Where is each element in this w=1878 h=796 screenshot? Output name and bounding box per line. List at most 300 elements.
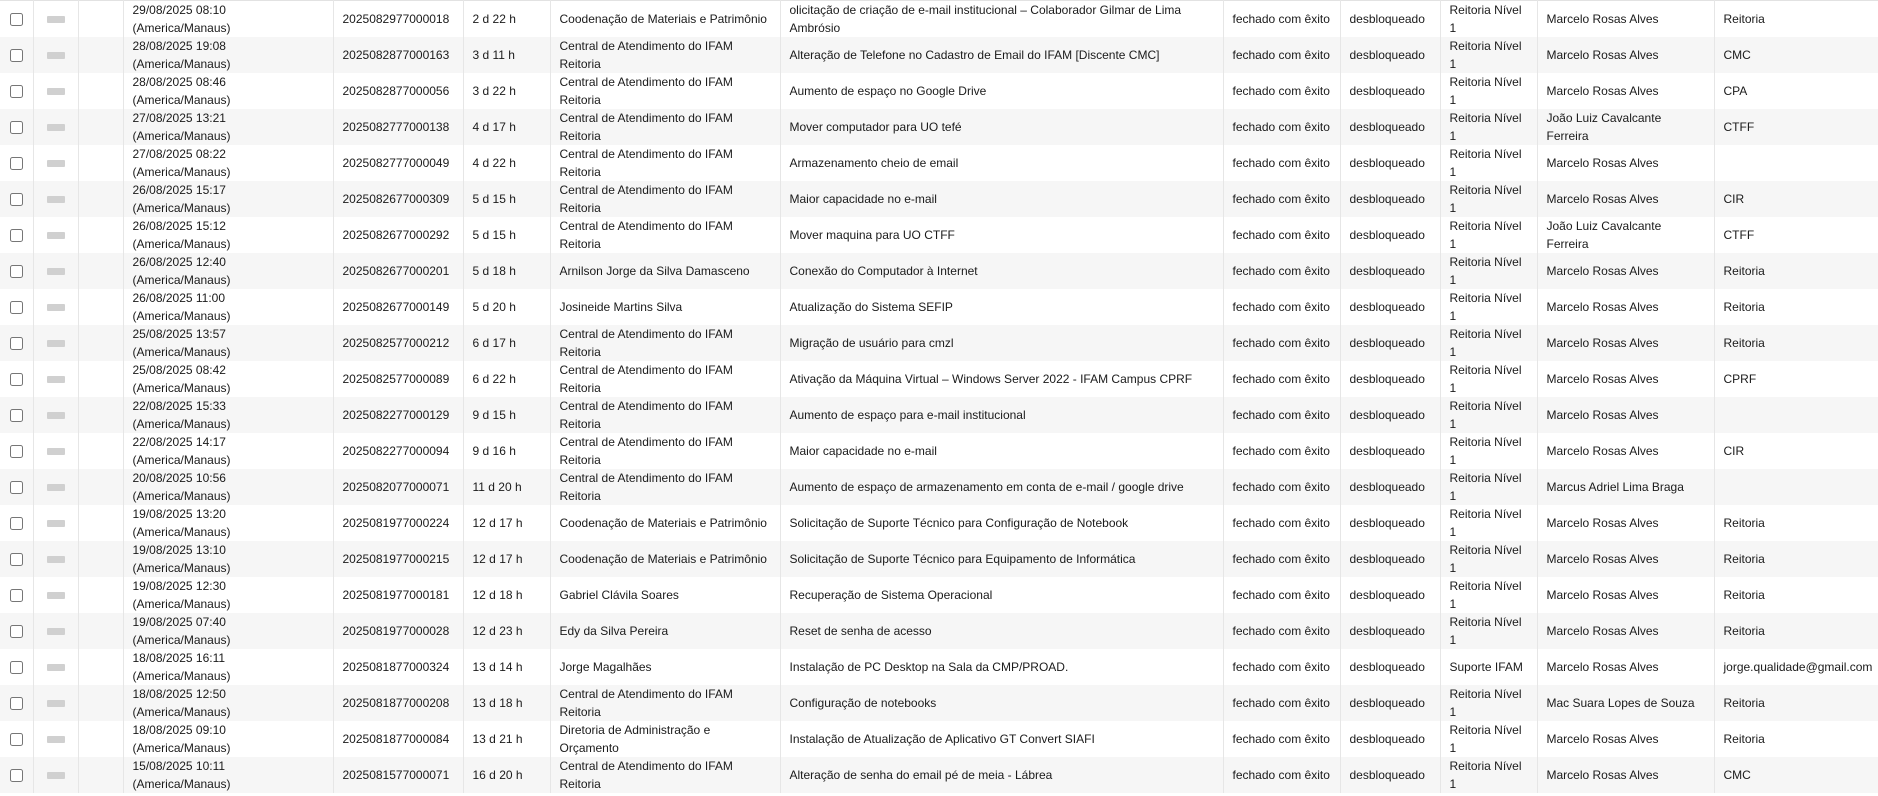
priority-cell (33, 73, 78, 109)
ticket-title[interactable]: Solicitação de Suporte Técnico para Configuração de Notebook (780, 505, 1223, 541)
ticket-lock: desbloqueado (1340, 397, 1440, 433)
priority-indicator (47, 232, 65, 239)
table-row[interactable] (0, 145, 1878, 181)
ticket-lock: desbloqueado (1340, 1, 1440, 38)
ticket-age: 5 d 20 h (463, 289, 550, 325)
created-cell (123, 361, 333, 397)
ticket-sender: Central de Atendimento do IFAM Reitoria (550, 217, 780, 253)
ticket-queue: Reitoria Nível 1 (1440, 757, 1537, 793)
row-checkbox-cell[interactable] (0, 577, 33, 613)
ticket-number[interactable]: 2025082677000309 (333, 181, 463, 217)
ticket-age: 5 d 15 h (463, 181, 550, 217)
row-checkbox[interactable] (10, 193, 23, 206)
timezone: (America/Manaus) (132, 201, 231, 215)
ticket-queue: Reitoria Nível 1 (1440, 37, 1537, 73)
ticket-number[interactable]: 2025081877000084 (333, 721, 463, 757)
ticket-state: fechado com êxito (1223, 541, 1340, 577)
ticket-customer: Reitoria (1714, 325, 1878, 361)
created-cell (123, 685, 333, 721)
ticket-lock: desbloqueado (1340, 685, 1440, 721)
ticket-owner: Marcelo Rosas Alves (1537, 433, 1714, 469)
ticket-title[interactable]: Aumento de espaço para e-mail institucional (780, 397, 1223, 433)
priority-cell (33, 757, 78, 793)
table-row[interactable] (0, 325, 1878, 361)
ticket-age: 9 d 15 h (463, 397, 550, 433)
ticket-queue: Reitoria Nível 1 (1440, 541, 1537, 577)
row-checkbox-cell[interactable] (0, 721, 33, 757)
ticket-customer: CPA (1714, 73, 1878, 109)
table-row[interactable] (0, 757, 1878, 793)
ticket-title[interactable]: Armazenamento cheio de email (780, 145, 1223, 181)
ticket-customer: CTFF (1714, 217, 1878, 253)
ticket-number[interactable]: 2025081877000208 (333, 685, 463, 721)
flag-cell (78, 613, 123, 649)
flag-cell (78, 433, 123, 469)
created-datetime: 26/08/2025 12:40 (132, 255, 226, 269)
flag-cell (78, 757, 123, 793)
priority-cell (33, 577, 78, 613)
row-checkbox-cell[interactable] (0, 433, 33, 469)
ticket-lock: desbloqueado (1340, 721, 1440, 757)
ticket-title[interactable]: Reset de senha de acesso (780, 613, 1223, 649)
ticket-number[interactable]: 2025082277000094 (333, 433, 463, 469)
table-row[interactable] (0, 109, 1878, 145)
row-checkbox-cell[interactable] (0, 757, 33, 793)
row-checkbox-cell[interactable] (0, 469, 33, 505)
ticket-title[interactable]: Aumento de espaço no Google Drive (780, 73, 1223, 109)
ticket-state: fechado com êxito (1223, 37, 1340, 73)
priority-cell (33, 289, 78, 325)
ticket-owner: Marcelo Rosas Alves (1537, 541, 1714, 577)
row-checkbox[interactable] (10, 661, 23, 674)
ticket-state: fechado com êxito (1223, 577, 1340, 613)
created-cell (123, 577, 333, 613)
created-datetime: 15/08/2025 10:11 (132, 759, 226, 773)
flag-cell (78, 685, 123, 721)
ticket-title[interactable]: Alteração de Telefone no Cadastro de Email do IFAM [Discente CMC] (780, 37, 1223, 73)
priority-cell (33, 37, 78, 73)
priority-cell (33, 721, 78, 757)
table-row[interactable] (0, 1, 1878, 38)
timezone: (America/Manaus) (132, 309, 231, 323)
ticket-queue: Reitoria Nível 1 (1440, 469, 1537, 505)
ticket-title[interactable]: Instalação de Atualização de Aplicativo GT Convert SIAFI (780, 721, 1223, 757)
row-checkbox[interactable] (10, 229, 23, 242)
row-checkbox[interactable] (10, 121, 23, 134)
ticket-sender: Central de Atendimento do IFAM Reitoria (550, 361, 780, 397)
ticket-owner: João Luiz Cavalcante Ferreira (1537, 217, 1714, 253)
row-checkbox-cell[interactable] (0, 37, 33, 73)
created-datetime: 27/08/2025 08:22 (132, 147, 226, 161)
ticket-queue: Reitoria Nível 1 (1440, 613, 1537, 649)
row-checkbox[interactable] (10, 409, 23, 422)
ticket-lock: desbloqueado (1340, 361, 1440, 397)
created-cell (123, 325, 333, 361)
ticket-age: 3 d 22 h (463, 73, 550, 109)
ticket-customer: Reitoria (1714, 541, 1878, 577)
flag-cell (78, 253, 123, 289)
ticket-number[interactable]: 2025081877000324 (333, 649, 463, 685)
row-checkbox[interactable] (10, 265, 23, 278)
timezone: (America/Manaus) (132, 237, 231, 251)
ticket-number[interactable]: 2025082677000149 (333, 289, 463, 325)
ticket-lock: desbloqueado (1340, 757, 1440, 793)
created-cell (123, 757, 333, 793)
ticket-state: fechado com êxito (1223, 145, 1340, 181)
row-checkbox[interactable] (10, 13, 23, 26)
priority-cell (33, 253, 78, 289)
ticket-customer: Reitoria (1714, 505, 1878, 541)
table-row[interactable] (0, 181, 1878, 217)
ticket-number[interactable]: 2025082977000018 (333, 1, 463, 38)
row-checkbox[interactable] (10, 697, 23, 710)
table-row[interactable] (0, 505, 1878, 541)
timezone: (America/Manaus) (132, 489, 231, 503)
ticket-list (0, 1, 1878, 794)
ticket-sender: Arnilson Jorge da Silva Damasceno (550, 253, 780, 289)
row-checkbox-cell[interactable] (0, 613, 33, 649)
created-datetime: 26/08/2025 15:17 (132, 183, 226, 197)
ticket-title[interactable]: Alteração de senha do email pé de meia - Lábrea (780, 757, 1223, 793)
created-datetime: 19/08/2025 13:20 (132, 507, 226, 521)
ticket-sender: Diretoria de Administração e Orçamento (550, 721, 780, 757)
ticket-lock: desbloqueado (1340, 37, 1440, 73)
created-cell (123, 217, 333, 253)
timezone: (America/Manaus) (132, 669, 231, 683)
table-row[interactable] (0, 577, 1878, 613)
row-checkbox-cell[interactable] (0, 541, 33, 577)
row-checkbox-cell[interactable] (0, 217, 33, 253)
ticket-customer (1714, 145, 1878, 181)
ticket-owner: João Luiz Cavalcante Ferreira (1537, 109, 1714, 145)
ticket-owner: Marcelo Rosas Alves (1537, 649, 1714, 685)
ticket-state: fechado com êxito (1223, 181, 1340, 217)
ticket-title[interactable]: Recuperação de Sistema Operacional (780, 577, 1223, 613)
row-checkbox-cell[interactable] (0, 685, 33, 721)
created-cell (123, 721, 333, 757)
created-cell (123, 109, 333, 145)
priority-indicator (47, 520, 65, 527)
ticket-title[interactable]: Conexão do Computador à Internet (780, 253, 1223, 289)
ticket-age: 2 d 22 h (463, 1, 550, 38)
ticket-sender: Josineide Martins Silva (550, 289, 780, 325)
ticket-title[interactable]: olicitação de criação de e-mail institucional – Colaborador Gilmar de Lima Ambrósio (780, 1, 1223, 38)
ticket-customer: CIR (1714, 181, 1878, 217)
ticket-state: fechado com êxito (1223, 721, 1340, 757)
created-cell (123, 181, 333, 217)
priority-indicator (47, 304, 65, 311)
row-checkbox[interactable] (10, 157, 23, 170)
row-checkbox-cell[interactable] (0, 181, 33, 217)
row-checkbox-cell[interactable] (0, 649, 33, 685)
ticket-lock: desbloqueado (1340, 577, 1440, 613)
row-checkbox[interactable] (10, 589, 23, 602)
ticket-title[interactable]: Maior capacidade no e-mail (780, 181, 1223, 217)
flag-cell (78, 37, 123, 73)
row-checkbox[interactable] (10, 337, 23, 350)
ticket-number[interactable]: 2025082877000056 (333, 73, 463, 109)
ticket-owner: Marcelo Rosas Alves (1537, 325, 1714, 361)
ticket-sender: Central de Atendimento do IFAM Reitoria (550, 145, 780, 181)
ticket-sender: Central de Atendimento do IFAM Reitoria (550, 37, 780, 73)
ticket-title[interactable]: Maior capacidade no e-mail (780, 433, 1223, 469)
row-checkbox-cell[interactable] (0, 1, 33, 38)
created-cell (123, 505, 333, 541)
ticket-title[interactable]: Ativação da Máquina Virtual – Windows Server 2022 - IFAM Campus CPRF (780, 361, 1223, 397)
row-checkbox-cell[interactable] (0, 109, 33, 145)
ticket-owner: Marcelo Rosas Alves (1537, 397, 1714, 433)
ticket-sender: Coodenação de Materiais e Patrimônio (550, 541, 780, 577)
ticket-customer: Reitoria (1714, 613, 1878, 649)
priority-indicator (47, 88, 65, 95)
ticket-owner: Marcelo Rosas Alves (1537, 577, 1714, 613)
ticket-state: fechado com êxito (1223, 361, 1340, 397)
ticket-owner: Marcelo Rosas Alves (1537, 289, 1714, 325)
created-datetime: 26/08/2025 11:00 (132, 291, 226, 305)
ticket-customer: Reitoria (1714, 289, 1878, 325)
flag-cell (78, 1, 123, 38)
ticket-state: fechado com êxito (1223, 613, 1340, 649)
row-checkbox[interactable] (10, 445, 23, 458)
ticket-state: fechado com êxito (1223, 253, 1340, 289)
ticket-queue: Reitoria Nível 1 (1440, 721, 1537, 757)
ticket-number[interactable]: 2025081977000028 (333, 613, 463, 649)
created-cell (123, 37, 333, 73)
ticket-number[interactable]: 2025082677000201 (333, 253, 463, 289)
ticket-title[interactable]: Configuração de notebooks (780, 685, 1223, 721)
priority-cell (33, 217, 78, 253)
ticket-title[interactable]: Migração de usuário para cmzl (780, 325, 1223, 361)
row-checkbox-cell[interactable] (0, 325, 33, 361)
created-datetime: 28/08/2025 19:08 (132, 39, 226, 53)
ticket-age: 6 d 17 h (463, 325, 550, 361)
created-cell (123, 145, 333, 181)
created-datetime: 19/08/2025 13:10 (132, 543, 226, 557)
ticket-number[interactable]: 2025081577000071 (333, 757, 463, 793)
table-row[interactable] (0, 721, 1878, 757)
ticket-title[interactable]: Aumento de espaço de armazenamento em conta de e-mail / google drive (780, 469, 1223, 505)
ticket-lock: desbloqueado (1340, 469, 1440, 505)
ticket-queue: Reitoria Nível 1 (1440, 109, 1537, 145)
ticket-lock: desbloqueado (1340, 73, 1440, 109)
timezone: (America/Manaus) (132, 453, 231, 467)
flag-cell (78, 577, 123, 613)
ticket-state: fechado com êxito (1223, 685, 1340, 721)
ticket-customer: Reitoria (1714, 1, 1878, 38)
ticket-number[interactable]: 2025081977000224 (333, 505, 463, 541)
ticket-lock: desbloqueado (1340, 613, 1440, 649)
ticket-number[interactable]: 2025082277000129 (333, 397, 463, 433)
timezone: (America/Manaus) (132, 57, 231, 71)
priority-indicator (47, 160, 65, 167)
table-row[interactable] (0, 433, 1878, 469)
table-row[interactable] (0, 397, 1878, 433)
ticket-number[interactable]: 2025082077000071 (333, 469, 463, 505)
flag-cell (78, 181, 123, 217)
row-checkbox[interactable] (10, 301, 23, 314)
ticket-owner: Marcelo Rosas Alves (1537, 253, 1714, 289)
ticket-title[interactable]: Instalação de PC Desktop na Sala da CMP/PROAD. (780, 649, 1223, 685)
ticket-number[interactable]: 2025082777000138 (333, 109, 463, 145)
timezone: (America/Manaus) (132, 741, 231, 755)
table-row[interactable] (0, 685, 1878, 721)
table-row[interactable] (0, 217, 1878, 253)
priority-cell (33, 397, 78, 433)
ticket-sender: Edy da Silva Pereira (550, 613, 780, 649)
row-checkbox-cell[interactable] (0, 73, 33, 109)
ticket-customer: Reitoria (1714, 253, 1878, 289)
ticket-owner: Marcelo Rosas Alves (1537, 37, 1714, 73)
row-checkbox[interactable] (10, 481, 23, 494)
ticket-title[interactable]: Atualização do Sistema SEFIP (780, 289, 1223, 325)
ticket-lock: desbloqueado (1340, 541, 1440, 577)
ticket-state: fechado com êxito (1223, 649, 1340, 685)
ticket-age: 11 d 20 h (463, 469, 550, 505)
ticket-age: 12 d 23 h (463, 613, 550, 649)
ticket-sender: Central de Atendimento do IFAM Reitoria (550, 433, 780, 469)
row-checkbox-cell[interactable] (0, 253, 33, 289)
timezone: (America/Manaus) (132, 93, 231, 107)
row-checkbox[interactable] (10, 733, 23, 746)
ticket-sender: Central de Atendimento do IFAM Reitoria (550, 181, 780, 217)
ticket-number[interactable]: 2025081977000181 (333, 577, 463, 613)
ticket-sender: Central de Atendimento do IFAM Reitoria (550, 757, 780, 793)
ticket-queue: Reitoria Nível 1 (1440, 325, 1537, 361)
row-checkbox[interactable] (10, 553, 23, 566)
ticket-number[interactable]: 2025082577000212 (333, 325, 463, 361)
flag-cell (78, 505, 123, 541)
ticket-sender: Coodenação de Materiais e Patrimônio (550, 1, 780, 38)
ticket-title[interactable]: Solicitação de Suporte Técnico para Equipamento de Informática (780, 541, 1223, 577)
ticket-sender: Central de Atendimento do IFAM Reitoria (550, 109, 780, 145)
row-checkbox[interactable] (10, 49, 23, 62)
table-row[interactable] (0, 649, 1878, 685)
flag-cell (78, 361, 123, 397)
ticket-number[interactable]: 2025081977000215 (333, 541, 463, 577)
ticket-state: fechado com êxito (1223, 109, 1340, 145)
flag-cell (78, 73, 123, 109)
ticket-customer: CIR (1714, 433, 1878, 469)
flag-cell (78, 289, 123, 325)
ticket-sender: Central de Atendimento do IFAM Reitoria (550, 397, 780, 433)
ticket-owner: Marcelo Rosas Alves (1537, 721, 1714, 757)
ticket-owner: Marcelo Rosas Alves (1537, 361, 1714, 397)
table-row[interactable] (0, 469, 1878, 505)
row-checkbox[interactable] (10, 517, 23, 530)
ticket-lock: desbloqueado (1340, 217, 1440, 253)
ticket-age: 5 d 18 h (463, 253, 550, 289)
priority-indicator (47, 340, 65, 347)
ticket-title[interactable]: Mover computador para UO tefé (780, 109, 1223, 145)
ticket-lock: desbloqueado (1340, 181, 1440, 217)
created-datetime: 19/08/2025 12:30 (132, 579, 226, 593)
row-checkbox[interactable] (10, 85, 23, 98)
created-datetime: 19/08/2025 07:40 (132, 615, 226, 629)
flag-cell (78, 145, 123, 181)
ticket-owner: Mac Suara Lopes de Souza (1537, 685, 1714, 721)
table-row[interactable] (0, 37, 1878, 73)
ticket-number[interactable]: 2025082777000049 (333, 145, 463, 181)
priority-cell (33, 361, 78, 397)
priority-cell (33, 469, 78, 505)
ticket-customer: jorge.qualidade@gmail.com (1714, 649, 1878, 685)
ticket-sender: Central de Atendimento do IFAM Reitoria (550, 73, 780, 109)
created-cell (123, 1, 333, 38)
ticket-queue: Reitoria Nível 1 (1440, 73, 1537, 109)
ticket-customer: Reitoria (1714, 577, 1878, 613)
row-checkbox[interactable] (10, 625, 23, 638)
row-checkbox-cell[interactable] (0, 505, 33, 541)
ticket-age: 9 d 16 h (463, 433, 550, 469)
ticket-sender: Central de Atendimento do IFAM Reitoria (550, 469, 780, 505)
priority-indicator (47, 484, 65, 491)
ticket-customer: Reitoria (1714, 721, 1878, 757)
table-row[interactable] (0, 289, 1878, 325)
ticket-queue: Reitoria Nível 1 (1440, 433, 1537, 469)
priority-indicator (47, 124, 65, 131)
row-checkbox-cell[interactable] (0, 361, 33, 397)
ticket-owner: Marcelo Rosas Alves (1537, 145, 1714, 181)
timezone: (America/Manaus) (132, 273, 231, 287)
ticket-queue: Reitoria Nível 1 (1440, 685, 1537, 721)
created-cell (123, 469, 333, 505)
row-checkbox[interactable] (10, 769, 23, 782)
ticket-customer: CPRF (1714, 361, 1878, 397)
row-checkbox-cell[interactable] (0, 289, 33, 325)
timezone: (America/Manaus) (132, 417, 231, 431)
row-checkbox-cell[interactable] (0, 145, 33, 181)
timezone: (America/Manaus) (132, 165, 231, 179)
timezone: (America/Manaus) (132, 633, 231, 647)
table-row[interactable] (0, 541, 1878, 577)
ticket-number[interactable]: 2025082877000163 (333, 37, 463, 73)
ticket-number[interactable]: 2025082677000292 (333, 217, 463, 253)
flag-cell (78, 217, 123, 253)
table-row[interactable] (0, 361, 1878, 397)
created-datetime: 28/08/2025 08:46 (132, 75, 226, 89)
ticket-age: 13 d 14 h (463, 649, 550, 685)
priority-cell (33, 1, 78, 38)
ticket-lock: desbloqueado (1340, 325, 1440, 361)
timezone: (America/Manaus) (132, 525, 231, 539)
ticket-owner: Marcus Adriel Lima Braga (1537, 469, 1714, 505)
priority-cell (33, 433, 78, 469)
row-checkbox-cell[interactable] (0, 397, 33, 433)
ticket-number[interactable]: 2025082577000089 (333, 361, 463, 397)
ticket-owner: Marcelo Rosas Alves (1537, 505, 1714, 541)
ticket-queue: Suporte IFAM (1440, 649, 1537, 685)
ticket-queue: Reitoria Nível 1 (1440, 397, 1537, 433)
ticket-owner: Marcelo Rosas Alves (1537, 613, 1714, 649)
flag-cell (78, 649, 123, 685)
created-datetime: 25/08/2025 13:57 (132, 327, 226, 341)
ticket-state: fechado com êxito (1223, 505, 1340, 541)
created-cell (123, 541, 333, 577)
row-checkbox[interactable] (10, 373, 23, 386)
ticket-state: fechado com êxito (1223, 469, 1340, 505)
ticket-state: fechado com êxito (1223, 289, 1340, 325)
priority-indicator (47, 556, 65, 563)
ticket-title[interactable]: Mover maquina para UO CTFF (780, 217, 1223, 253)
timezone: (America/Manaus) (132, 129, 231, 143)
table-row[interactable] (0, 73, 1878, 109)
table-row[interactable] (0, 613, 1878, 649)
ticket-state: fechado com êxito (1223, 433, 1340, 469)
table-row[interactable] (0, 253, 1878, 289)
priority-cell (33, 505, 78, 541)
created-cell (123, 289, 333, 325)
flag-cell (78, 541, 123, 577)
